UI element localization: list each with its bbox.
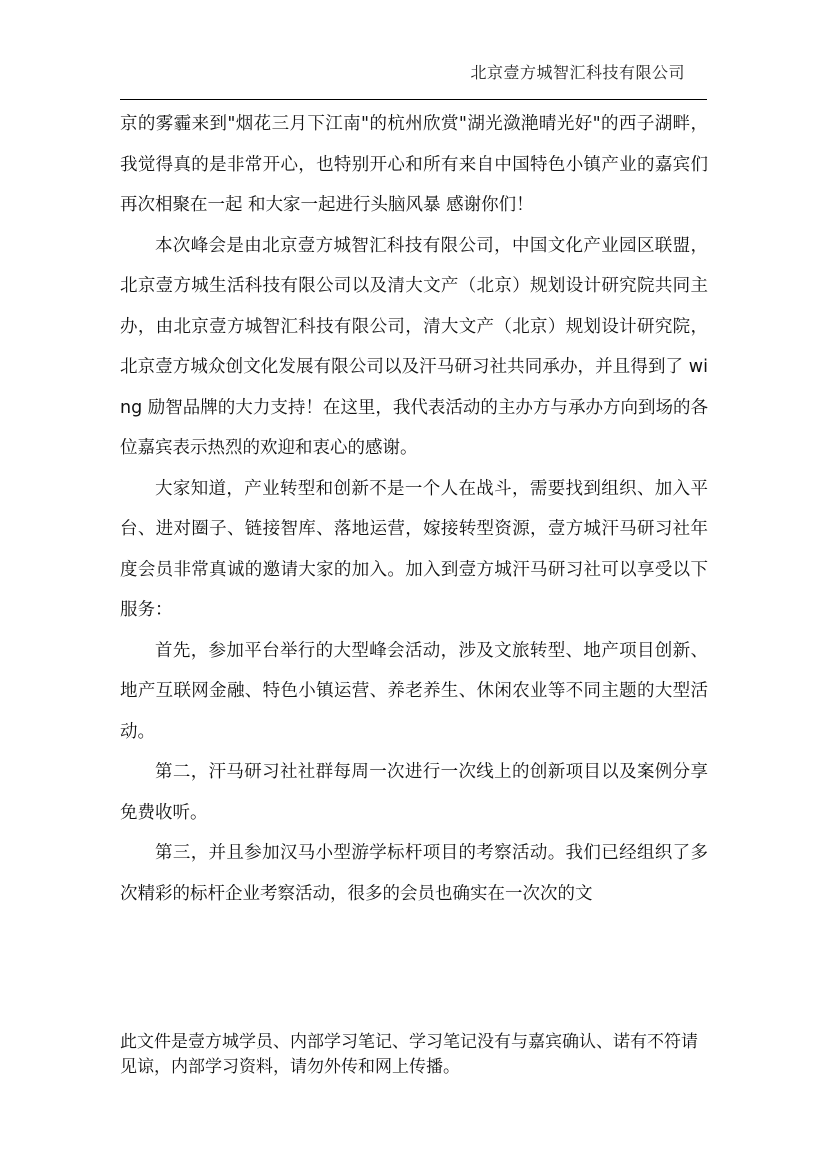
- paragraph-1: 京的雾霾来到"烟花三月下江南"的杭州欣赏"湖光潋滟晴光好"的西子湖畔，我觉得真的是非常开心，也特别开心和所有来自中国特色小镇产业的嘉宾们再次相聚在一起 和大家一起进行头脑风暴 感谢你们！: [120, 114, 708, 215]
- page-header-company: 北京壹方城智汇科技有限公司: [470, 63, 685, 82]
- paragraph-5: 第二，汗马研习社社群每周一次进行一次线上的创新项目以及案例分享免费收听。: [120, 762, 708, 823]
- paragraph-6: 第三，并且参加汉马小型游学标杆项目的考察活动。我们已经组织了多次精彩的标杆企业考察活动，很多的会员也确实在一次次的文: [120, 843, 708, 904]
- footer-disclaimer: 此文件是壹方城学员、内部学习笔记、学习笔记没有与嘉宾确认、诺有不符请见谅，内部学习资料，请勿外传和网上传播。: [120, 1032, 698, 1077]
- header-divider: [120, 99, 707, 100]
- paragraph-3: 大家知道，产业转型和创新不是一个人在战斗，需要找到组织、加入平台、进对圈子、链接智库、落地运营，嫁接转型资源，壹方城汗马研习社年度会员非常真诚的邀请大家的加入。加入到壹方城汗马研习社可以享受以下服务：: [120, 478, 708, 620]
- paragraph-2: 本次峰会是由北京壹方城智汇科技有限公司，中国文化产业园区联盟，北京壹方城生活科技有限公司以及清大文产（北京）规划设计研究院共同主办，由北京壹方城智汇科技有限公司，清大文产（北京）规划设计研究院，北京壹方城众创文化发展有限公司以及汗马研习社共同承办，并且得到了 wing 励智品牌的大力支持！在这里，我代表活动的主办方与承办方向到场的各位嘉宾表示热烈的欢迎和衷心的感谢。: [120, 235, 708, 458]
- document-body: [120, 104, 708, 914]
- paragraph-4: 首先，参加平台举行的大型峰会活动，涉及文旅转型、地产项目创新、地产互联网金融、特色小镇运营、养老养生、休闲农业等不同主题的大型活动。: [120, 640, 708, 742]
